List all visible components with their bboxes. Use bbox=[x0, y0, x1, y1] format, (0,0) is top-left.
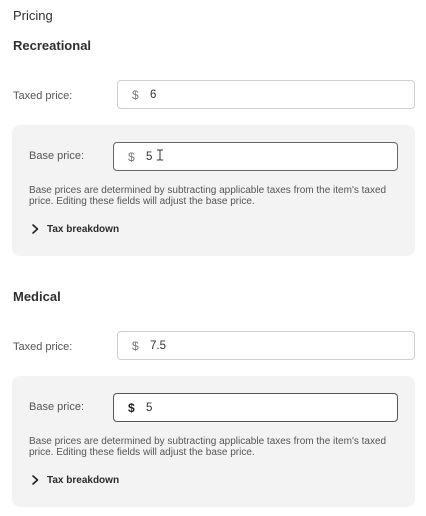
tax-breakdown-label: Tax breakdown bbox=[47, 474, 120, 486]
dollar-sign: $ bbox=[128, 400, 135, 415]
taxed-price-label: Taxed price: bbox=[13, 341, 73, 353]
chevron-right-icon bbox=[29, 223, 43, 235]
base-price-value: 5 bbox=[146, 401, 153, 414]
recreational-taxed-price-input[interactable] bbox=[117, 80, 415, 109]
taxed-price-value: 7.5 bbox=[150, 339, 166, 352]
dollar-sign: $ bbox=[132, 87, 139, 102]
page-title: Pricing bbox=[13, 8, 53, 23]
tax-breakdown-toggle[interactable] bbox=[29, 223, 119, 235]
base-price-label: Base price: bbox=[29, 401, 85, 413]
taxed-price-value: 6 bbox=[150, 88, 157, 101]
tax-breakdown-label: Tax breakdown bbox=[47, 223, 120, 235]
base-price-help-text: Base prices are determined by subtracting applicable taxes from the item's taxed price. Editing these fields will adjust the base price. bbox=[29, 185, 387, 207]
section-title-medical: Medical bbox=[13, 289, 61, 304]
text-cursor-icon bbox=[156, 149, 164, 161]
taxed-price-label: Taxed price: bbox=[13, 90, 73, 102]
base-price-value: 5 bbox=[146, 150, 153, 163]
medical-base-price-input[interactable] bbox=[113, 393, 398, 422]
chevron-right-icon bbox=[29, 474, 43, 486]
base-price-label: Base price: bbox=[29, 150, 85, 162]
dollar-sign: $ bbox=[128, 149, 135, 164]
medical-taxed-price-input[interactable] bbox=[117, 331, 415, 360]
tax-breakdown-toggle[interactable] bbox=[29, 474, 119, 486]
section-title-recreational: Recreational bbox=[13, 38, 92, 53]
dollar-sign: $ bbox=[132, 338, 139, 353]
base-price-help-text: Base prices are determined by subtracting applicable taxes from the item's taxed price. Editing these fields will adjust the base price. bbox=[29, 436, 387, 458]
